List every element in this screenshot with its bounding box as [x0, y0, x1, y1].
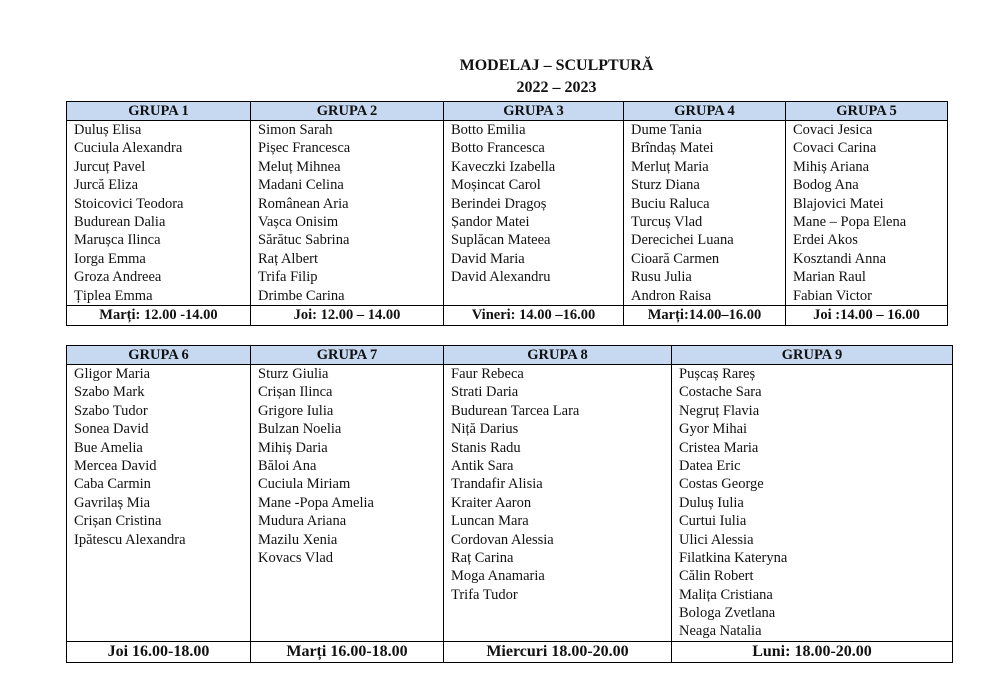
table-header-row [67, 346, 953, 365]
group-header: GRUPA 9 [672, 346, 953, 365]
student-list [67, 365, 251, 642]
student-name: Datea Eric [679, 457, 741, 474]
schedule-row [67, 305, 948, 325]
schedule-cell: Marți:14.00–16.00 [624, 305, 786, 325]
student-list [624, 121, 786, 306]
student-name: David Maria [451, 250, 525, 267]
student-name: Țiplea Emma [74, 287, 153, 304]
student-list [444, 121, 624, 306]
student-name: Kosztandi Anna [793, 250, 887, 267]
student-name: Sturz Giulia [258, 366, 329, 382]
student-name: Sărătuc Sabrina [258, 232, 350, 249]
student-name: Cordovan Alessia [451, 531, 554, 548]
student-name: Șandor Matei [451, 213, 530, 230]
student-name: Trifa Filip [258, 269, 318, 286]
student-name: Covaci Carina [793, 140, 877, 157]
student-name: Merluț Maria [631, 158, 709, 175]
student-name: Moșincat Carol [451, 177, 541, 194]
student-list [251, 121, 444, 306]
schedule-cell: Miercuri 18.00-20.00 [444, 641, 672, 662]
student-name: Brîndaș Matei [631, 140, 714, 157]
student-name: Mazilu Xenia [258, 531, 338, 548]
student-name: Fabian Victor [793, 287, 872, 304]
groups-table-2 [66, 345, 953, 663]
student-name: Ulici Alessia [679, 531, 754, 548]
student-name: Vașca Onisim [258, 213, 339, 230]
student-name: Cuciula Alexandra [74, 140, 183, 157]
student-name: Malița Cristiana [679, 586, 773, 603]
student-list [251, 365, 444, 642]
group-header: GRUPA 7 [251, 346, 444, 365]
student-name: Sturz Diana [631, 177, 700, 194]
student-name: Gyor Mihai [679, 421, 748, 438]
student-name: Luncan Mara [451, 513, 529, 530]
student-name: Budurean Dalia [74, 213, 166, 230]
student-name: Dume Tania [631, 122, 702, 138]
student-name: Moga Anamaria [451, 568, 545, 585]
group-header: GRUPA 4 [624, 102, 786, 121]
student-name: Budurean Tarcea Lara [451, 402, 580, 419]
schedule-cell: Luni: 18.00-20.00 [672, 641, 953, 662]
student-name: Jurcă Eliza [74, 177, 139, 194]
student-name: Blajovici Matei [793, 195, 884, 212]
student-list [786, 121, 948, 306]
students-row [67, 365, 953, 642]
student-name: Călin Robert [679, 568, 754, 585]
student-name: Turcuș Vlad [631, 213, 703, 230]
student-name: Meluț Mihnea [258, 158, 341, 175]
schedule-cell: Joi :14.00 – 16.00 [786, 305, 948, 325]
student-name: Gavrilaș Mia [74, 494, 151, 511]
student-name: Gligor Maria [74, 366, 151, 382]
group-header: GRUPA 5 [786, 102, 948, 121]
student-name: Marușca Ilinca [74, 232, 161, 249]
student-name: Mercea David [74, 457, 157, 474]
groups-table-1 [66, 101, 948, 326]
student-name: Mane – Popa Elena [793, 213, 907, 230]
student-name: Costas George [679, 476, 764, 493]
student-name: Grigore Iulia [258, 402, 334, 419]
student-name: Niță Darius [451, 421, 519, 438]
student-name: Cuciula Miriam [258, 476, 351, 493]
student-name: Trandafir Alisia [451, 476, 543, 493]
student-name: Trifa Tudor [451, 586, 518, 603]
student-name: Curtui Iulia [679, 513, 747, 530]
student-name: Bue Amelia [74, 439, 143, 456]
student-name: Buciu Raluca [631, 195, 710, 212]
student-name: Iorga Emma [74, 250, 146, 267]
student-name: Neaga Natalia [679, 623, 762, 640]
student-name: Szabo Mark [74, 384, 145, 401]
student-name: Strati Daria [451, 384, 519, 401]
student-name: David Alexandru [451, 269, 551, 286]
student-name: Suplăcan Mateea [451, 232, 551, 249]
student-name: Pișec Francesca [258, 140, 351, 157]
student-name: Stanis Radu [451, 439, 521, 456]
schedule-cell: Joi 16.00-18.00 [67, 641, 251, 662]
student-name: Andron Raisa [631, 287, 712, 304]
student-name: Cioară Carmen [631, 250, 720, 267]
students-row [67, 121, 948, 306]
table-header-row [67, 102, 948, 121]
student-list [444, 365, 672, 642]
group-header: GRUPA 2 [251, 102, 444, 121]
student-name: Cristea Maria [679, 439, 759, 456]
schedule-cell: Marți: 12.00 -14.00 [67, 305, 251, 325]
student-name: Negruț Flavia [679, 402, 760, 419]
student-list [67, 121, 251, 306]
student-name: Faur Rebeca [451, 366, 524, 382]
student-name: Simon Sarah [258, 122, 333, 138]
student-name: Antik Sara [451, 457, 514, 474]
student-name: Szabo Tudor [74, 402, 148, 419]
student-name: Jurcuț Pavel [74, 158, 146, 175]
student-name: Duluș Iulia [679, 494, 744, 511]
student-name: Madani Celina [258, 177, 344, 194]
group-header: GRUPA 8 [444, 346, 672, 365]
student-name: Drimbe Carina [258, 287, 345, 304]
student-name: Bodog Ana [793, 177, 859, 194]
student-name: Caba Carmin [74, 476, 151, 493]
student-name: Stoicovici Teodora [74, 195, 184, 212]
student-name: Raț Carina [451, 549, 514, 566]
student-name: Kovacs Vlad [258, 549, 334, 566]
student-name: Sonea David [74, 421, 149, 438]
student-name: Botto Francesca [451, 140, 545, 157]
student-name: Duluș Elisa [74, 122, 142, 138]
student-name: Raț Albert [258, 250, 319, 267]
student-name: Românean Aria [258, 195, 349, 212]
student-name: Pușcaș Rareș [679, 366, 756, 382]
academic-year: 2022 – 2023 [516, 79, 597, 96]
group-header: GRUPA 3 [444, 102, 624, 121]
schedule-row [67, 641, 953, 662]
student-name: Băloi Ana [258, 457, 317, 474]
group-header: GRUPA 6 [67, 346, 251, 365]
student-name: Marian Raul [793, 269, 866, 286]
schedule-cell: Marți 16.00-18.00 [251, 641, 444, 662]
group-header: GRUPA 1 [67, 102, 251, 121]
student-list [672, 365, 953, 642]
student-name: Ipătescu Alexandra [74, 531, 186, 548]
student-name: Kraiter Aaron [451, 494, 532, 511]
student-name: Mudura Ariana [258, 513, 347, 530]
student-name: Crișan Ilinca [258, 384, 333, 401]
student-name: Rusu Julia [631, 269, 692, 286]
student-name: Bulzan Noelia [258, 421, 342, 438]
student-name: Berindei Dragoș [451, 195, 547, 212]
student-name: Costache Sara [679, 384, 762, 401]
student-name: Erdei Akos [793, 232, 858, 249]
schedule-cell: Vineri: 14.00 –16.00 [444, 305, 624, 325]
student-name: Groza Andreea [74, 269, 162, 286]
page-title: MODELAJ – SCULPTURĂ [459, 57, 654, 74]
student-name: Derecichei Luana [631, 232, 734, 249]
student-name: Mihiș Daria [258, 439, 328, 456]
student-name: Mane -Popa Amelia [258, 494, 374, 511]
student-name: Filatkina Kateryna [679, 549, 788, 566]
schedule-cell: Joi: 12.00 – 14.00 [251, 305, 444, 325]
student-name: Mihiș Ariana [793, 158, 870, 175]
student-name: Botto Emilia [451, 122, 526, 138]
student-name: Covaci Jesica [793, 122, 873, 138]
student-name: Bologa Zvetlana [679, 605, 776, 622]
student-name: Crișan Cristina [74, 513, 162, 530]
student-name: Kaveczki Izabella [451, 158, 556, 175]
